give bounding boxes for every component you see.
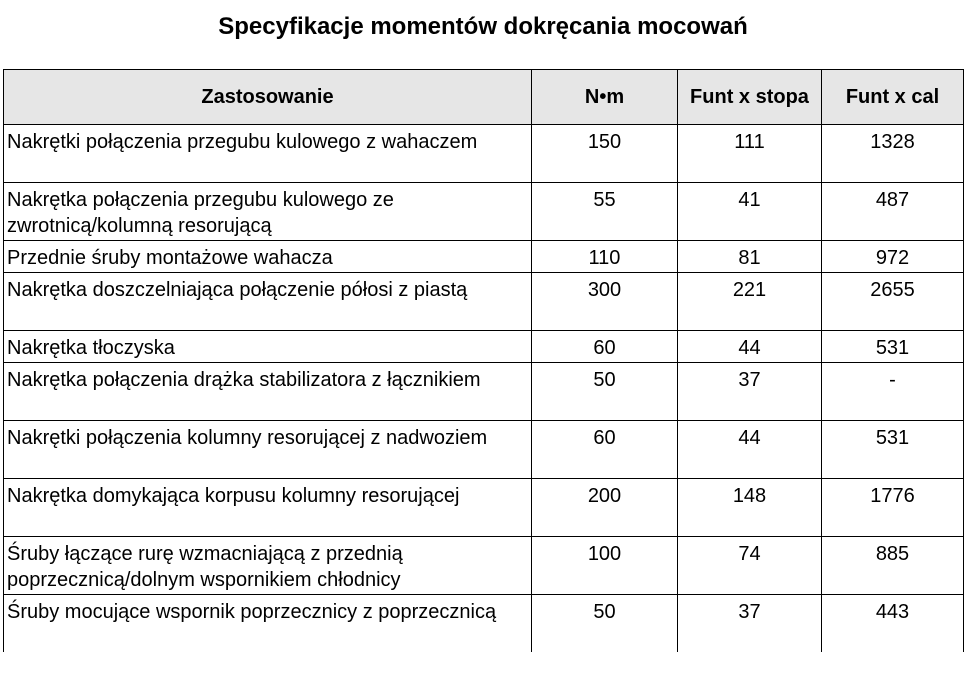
cell-ft-lb: 37 bbox=[678, 363, 822, 421]
cell-application: Nakrętki połączenia przegubu kulowego z wahaczem bbox=[4, 125, 532, 183]
header-in-lb: Funt x cal bbox=[822, 70, 964, 125]
cell-nm: 150 bbox=[532, 125, 678, 183]
table-row bbox=[4, 537, 964, 595]
cell-application: Nakrętka połączenia przegubu kulowego ze zwrotnicą/kolumną resorującą bbox=[4, 183, 532, 241]
cell-in-lb: 972 bbox=[822, 241, 964, 273]
cell-in-lb: 885 bbox=[822, 537, 964, 595]
cell-ft-lb: 44 bbox=[678, 331, 822, 363]
cell-application: Nakrętka domykająca korpusu kolumny resorującej bbox=[4, 479, 532, 537]
document-title: Specyfikacje momentów dokręcania mocowań bbox=[218, 13, 748, 40]
cell-application: Nakrętka doszczelniająca połączenie półosi z piastą bbox=[4, 273, 532, 331]
cell-nm: 100 bbox=[532, 537, 678, 595]
cell-nm: 60 bbox=[532, 331, 678, 363]
cell-application: Przednie śruby montażowe wahacza bbox=[4, 241, 532, 273]
cell-ft-lb: 111 bbox=[678, 125, 822, 183]
table-row bbox=[4, 183, 964, 241]
torque-spec-table bbox=[3, 69, 964, 652]
header-ft-lb: Funt x stopa bbox=[678, 70, 822, 125]
cell-nm: 200 bbox=[532, 479, 678, 537]
cell-ft-lb: 81 bbox=[678, 241, 822, 273]
cell-in-lb: 531 bbox=[822, 331, 964, 363]
table-row bbox=[4, 273, 964, 331]
cell-nm: 50 bbox=[532, 363, 678, 421]
cell-ft-lb: 148 bbox=[678, 479, 822, 537]
cell-nm: 55 bbox=[532, 183, 678, 241]
cell-application: Śruby mocujące wspornik poprzecznicy z poprzecznicą bbox=[4, 595, 532, 653]
cell-nm: 110 bbox=[532, 241, 678, 273]
cell-application: Śruby łączące rurę wzmacniającą z przednią poprzecznicą/dolnym wspornikiem chłodnicy bbox=[4, 537, 532, 595]
cell-in-lb: 487 bbox=[822, 183, 964, 241]
cell-ft-lb: 44 bbox=[678, 421, 822, 479]
cell-ft-lb: 74 bbox=[678, 537, 822, 595]
table-row bbox=[4, 241, 964, 273]
table-row bbox=[4, 331, 964, 363]
cell-application: Nakrętki połączenia kolumny resorującej z nadwoziem bbox=[4, 421, 532, 479]
table-row bbox=[4, 421, 964, 479]
cell-in-lb: - bbox=[822, 363, 964, 421]
table-row bbox=[4, 363, 964, 421]
cell-in-lb: 531 bbox=[822, 421, 964, 479]
table-header-row bbox=[4, 70, 964, 125]
cell-nm: 60 bbox=[532, 421, 678, 479]
table-row bbox=[4, 125, 964, 183]
header-nm: N•m bbox=[532, 70, 678, 125]
cell-ft-lb: 37 bbox=[678, 595, 822, 653]
cell-nm: 50 bbox=[532, 595, 678, 653]
table-row bbox=[4, 595, 964, 653]
header-application: Zastosowanie bbox=[4, 70, 532, 125]
cell-application: Nakrętka tłoczyska bbox=[4, 331, 532, 363]
cell-in-lb: 1328 bbox=[822, 125, 964, 183]
cell-in-lb: 443 bbox=[822, 595, 964, 653]
cell-in-lb: 2655 bbox=[822, 273, 964, 331]
cell-application: Nakrętka połączenia drążka stabilizatora z łącznikiem bbox=[4, 363, 532, 421]
cell-ft-lb: 41 bbox=[678, 183, 822, 241]
cell-ft-lb: 221 bbox=[678, 273, 822, 331]
cell-in-lb: 1776 bbox=[822, 479, 964, 537]
table-row bbox=[4, 479, 964, 537]
cell-nm: 300 bbox=[532, 273, 678, 331]
